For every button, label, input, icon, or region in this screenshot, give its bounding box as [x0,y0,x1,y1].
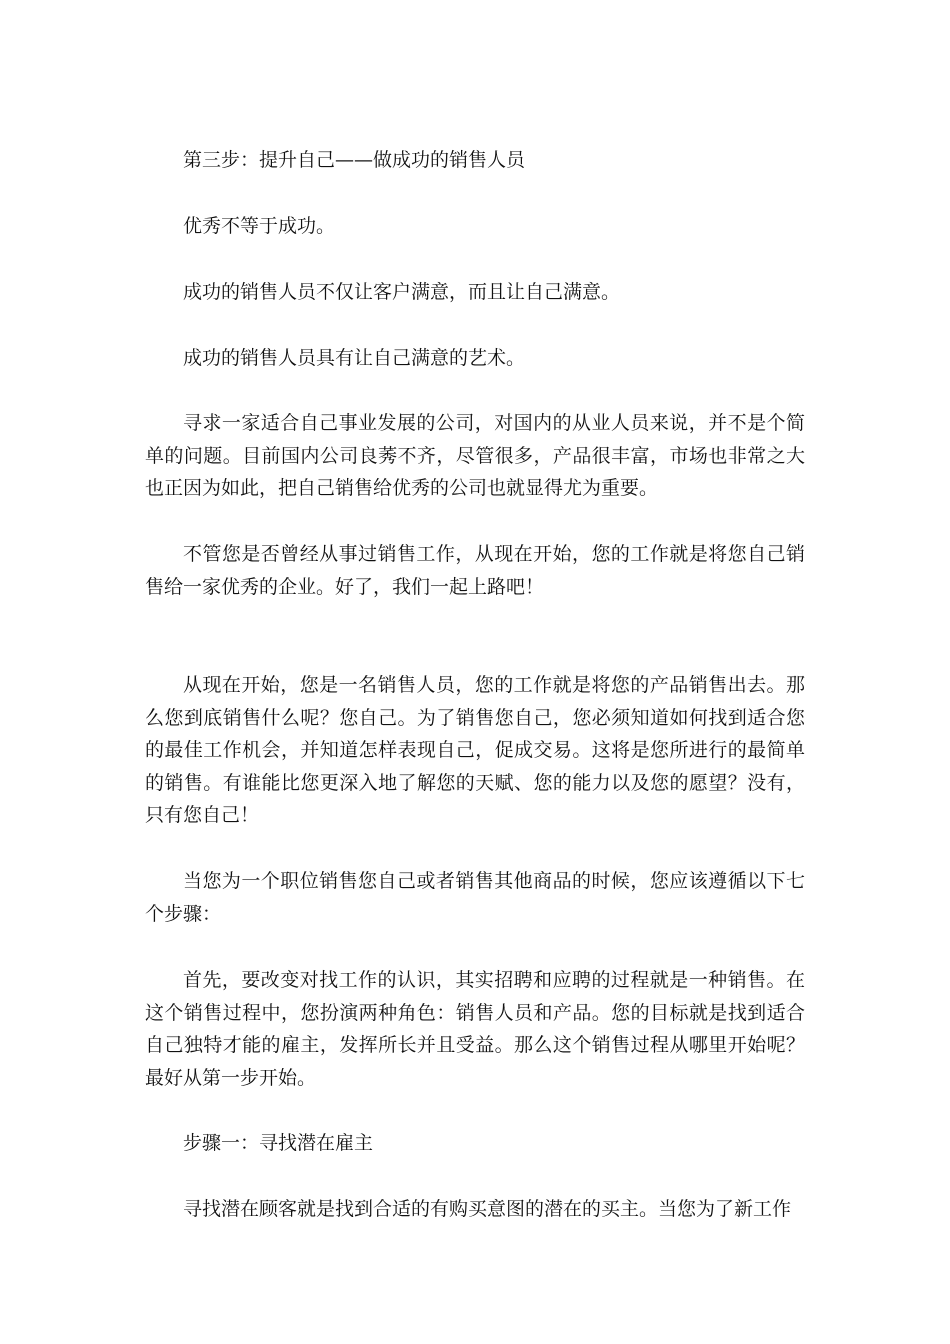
paragraph: 优秀不等于成功。 [183,215,336,237]
paragraph: 寻求一家适合自己事业发展的公司，对国内的从业人员来说，并不是个简单的问题。目前国内公司良莠不齐，尽管很多，产品很丰富，市场也非常之大也正因为如此，把自己销售给优秀的公司也就显得尤为重要。 [145,412,805,499]
paragraph: 从现在开始，您是一名销售人员，您的工作就是将您的产品销售出去。那么您到底销售什么呢？您自己。为了销售您自己，您必须知道如何找到适合您的最佳工作机会，并知道怎样表现自己，促成交易。这将是您所进行的最简单的销售。有谁能比您更深入地了解您的天赋、您的能力以及您的愿望？没有，只有您自己！ [145,674,805,826]
paragraph: 寻找潜在顾客就是找到合适的有购买意图的潜在的买主。当您为了新工作 [183,1198,792,1220]
section-heading: 第三步：提升自己——做成功的销售人员 [183,149,526,171]
step-heading: 步骤一：寻找潜在雇主 [183,1132,374,1154]
paragraph: 首先，要改变对找工作的认识，其实招聘和应聘的过程就是一种销售。在这个销售过程中，您扮演两种角色：销售人员和产品。您的目标就是找到适合自己独特才能的雇主，发挥所长并且受益。那么这个销售过程从哪里开始呢？最好从第一步开始。 [145,969,805,1089]
paragraph: 成功的销售人员不仅让客户满意，而且让自己满意。 [183,281,621,303]
paragraph: 当您为一个职位销售您自己或者销售其他商品的时候，您应该遵循以下七个步骤： [145,870,805,925]
paragraph: 不管您是否曾经从事过销售工作，从现在开始，您的工作就是将您自己销售给一家优秀的企业。好了，我们一起上路吧！ [145,543,805,598]
paragraph: 成功的销售人员具有让自己满意的艺术。 [183,347,526,369]
